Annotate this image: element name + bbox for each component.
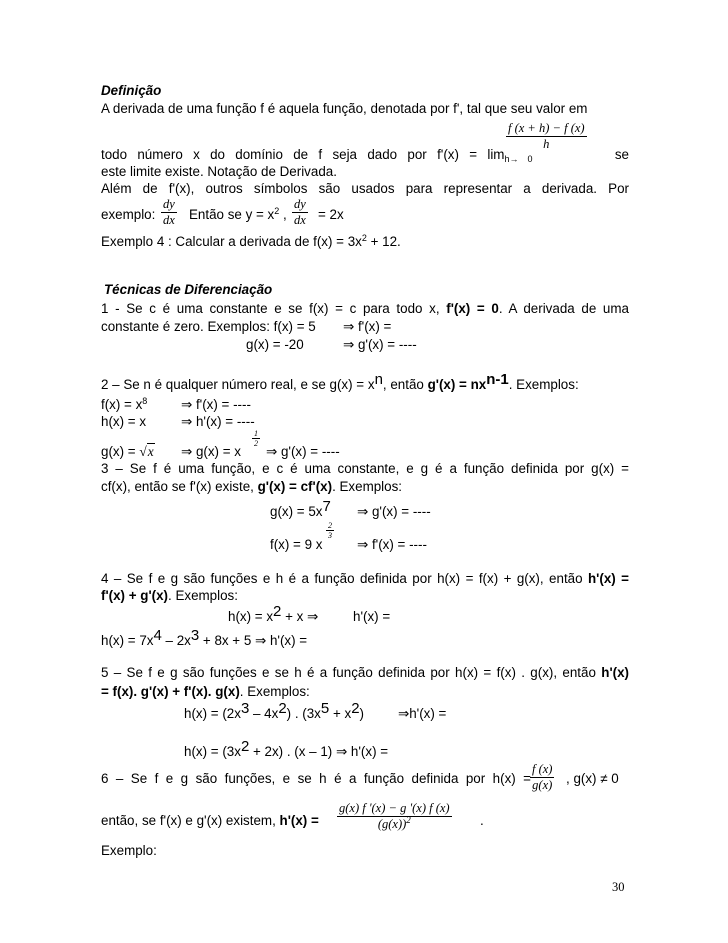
rule-2-example-1-result: ⇒ f'(x) = ---- <box>181 397 251 412</box>
limit-expression: $f'(x) = \lim_{h\to 0}$ <box>437 147 533 164</box>
rule-2-line: 2 – Se n é qualquer número real, e se $g(x) = x^n$, então $g'(x) = nx^{n-1}$. Exemplos: <box>101 371 579 392</box>
definition-line-4: Além de f'(x), outros símbolos são usados para representar a derivada. Por <box>101 181 629 196</box>
rule-5-example-1: $h(x) = (2x^3 - 4x^2)$ . $(3x^5 + x^2)$ <box>184 700 365 721</box>
rule-2-fraction-exponent: $\frac{1}{2}$ <box>254 429 258 448</box>
definition-line-3: este limite existe. Notação de Derivada. <box>101 164 337 179</box>
rule-6-line-1: 6 – Se f e g são funções, e se h é a função definida por h(x) = <box>101 771 531 786</box>
rule-4-line-2: f'(x) + g'(x). Exemplos: <box>101 588 238 603</box>
rule-1-line-2: constante é zero. Exemplos: f(x) = 5 <box>101 319 316 334</box>
limit-fraction-denominator: h <box>543 137 550 151</box>
rule-4-example-1-result: h'(x) = <box>353 609 391 624</box>
example-result: = 2x <box>318 207 344 222</box>
section-title-definicao: Definição <box>101 83 162 98</box>
rule-5-line-1: 5 – Se f e g são funções e se h é a função definida por h(x) = f(x) . g(x), então h'(x) <box>101 665 629 680</box>
rule-2-example-2: h(x) = x <box>101 414 147 429</box>
rule-5-example-2: $h(x) = (3x^2 + 2x)$ . (x – 1) ⇒ h'(x) = <box>184 738 389 759</box>
rule-1-example-1-result: ⇒ f'(x) = <box>343 319 392 334</box>
rule-3-line-2: cf(x), então se f'(x) existe, g'(x) = cf'(x). Exemplos: <box>101 479 403 494</box>
definition-line-2: todo número x do domínio de f seja dado por $f'(x) = \lim_{h\to 0}$ se <box>101 147 629 164</box>
example-label: exemplo: <box>101 207 156 222</box>
sqrt-symbol: √x <box>139 444 154 459</box>
rule-6-line-2: então, se f'(x) e g'(x) existem, h'(x) = <box>101 813 319 828</box>
rule-6-quotient-fraction: $\frac{f (x)}{g(x)}$ <box>532 762 553 792</box>
rule-3-example-1: $g(x) = 5x^7$ <box>270 498 331 519</box>
rule-3-line-1: 3 – Se f é uma função, e c é uma constante, e g é a função definida por g(x) = <box>101 461 629 476</box>
rule-2-example-3-result: ⇒ g(x) = x <box>181 444 241 459</box>
rule-5-example-1-result: ⇒h'(x) = <box>398 706 447 721</box>
rule-1-line-1: 1 - Se c é uma constante e se f(x) = c para todo x, f'(x) = 0. A derivada de uma <box>101 301 629 316</box>
rule-3-example-1-result: ⇒ g'(x) = ---- <box>357 504 431 519</box>
definition-line-1: A derivada de uma função f é aquela função, denotada por f', tal que seu valor em <box>101 101 588 116</box>
rule-3-example-2: f(x) = 9 x <box>270 537 323 552</box>
dy-dx-fraction-2: $\frac{dy}{dx}$ <box>294 197 306 227</box>
rule-2-example-2-result: ⇒ h'(x) = ---- <box>181 414 255 429</box>
rule-5-line-2: = f(x). g'(x) + f'(x). g(x). Exemplos: <box>101 684 310 699</box>
rule-2-example-1: $f(x) = x^8$ <box>101 396 148 412</box>
rule-6-condition: , g(x) ≠ 0 <box>566 771 619 786</box>
rule-6-derivative-fraction: $\frac{g(x) f '(x) - g '(x) f (x)}{(g(x))^2}$ <box>339 801 450 831</box>
limit-fraction-numerator: f (x + h) − f (x) <box>508 121 585 135</box>
rule-4-example-1: $h(x) = x^2 + x$ ⇒ <box>228 603 319 624</box>
section-title-tecnicas: Técnicas de Diferenciação <box>104 282 273 297</box>
rule-1-example-2: g(x) = -20 <box>246 337 304 352</box>
exemplo-4: Exemplo 4 : Calcular a derivada de $f(x) = 3x^2 + 12$. <box>101 233 401 249</box>
exemplo-label: Exemplo: <box>101 843 157 858</box>
rule-6-period: . <box>480 813 484 828</box>
rule-2-example-3: g(x) = √x <box>101 444 154 459</box>
page-number: 30 <box>612 880 625 894</box>
rule-1-example-2-result: ⇒ g'(x) = ---- <box>343 337 417 352</box>
example-text: Então se $y = x^2$ , <box>189 206 287 222</box>
dy-dx-fraction-1: $\frac{dy}{dx}$ <box>163 197 175 227</box>
rule-4-example-2: $h(x) = 7x^4 - 2x^3 + 8x + 5$ ⇒ h'(x) = <box>101 627 308 648</box>
rule-3-example-2-result: ⇒ f'(x) = ---- <box>357 537 427 552</box>
rule-4-line-1: 4 – Se f e g são funções e h é a função definida por h(x) = f(x) + g(x), então h'(x) = <box>101 571 629 586</box>
rule-2-example-3-derivative: ⇒ g'(x) = ---- <box>266 444 340 459</box>
rule-3-fraction-exponent: $\frac{2}{3}$ <box>328 521 332 540</box>
